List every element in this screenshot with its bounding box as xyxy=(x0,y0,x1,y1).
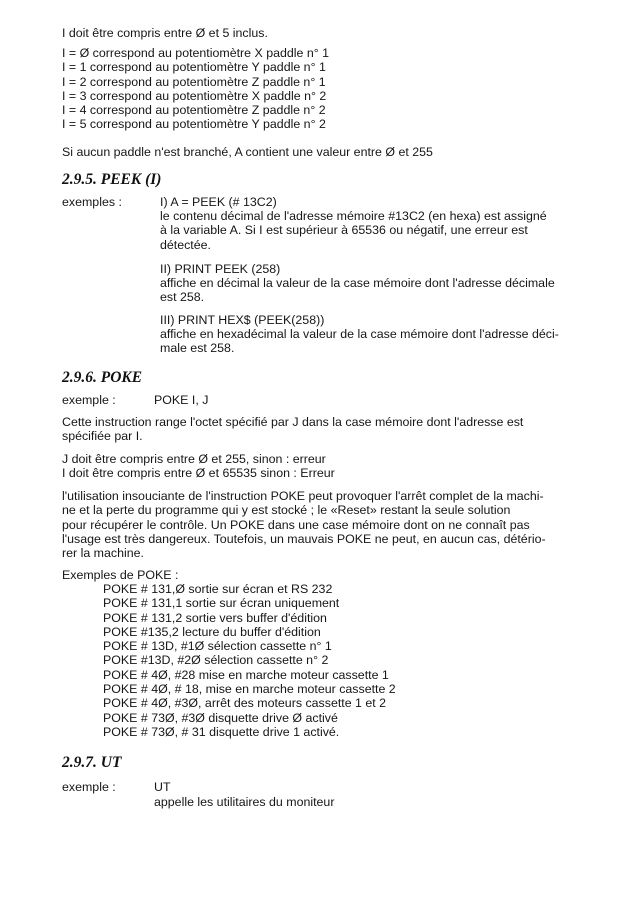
poke-examples-list xyxy=(103,582,396,739)
list-item: POKE # 4Ø, # 18, mise en marche moteur cassette 2 xyxy=(103,682,396,697)
examples-label: exemples : xyxy=(62,195,122,209)
ut-code: UT xyxy=(154,780,171,794)
list-item: POKE #135,2 lecture du buffer d'édition xyxy=(103,624,321,639)
poke-syntax: POKE I, J xyxy=(154,393,209,407)
list-item: POKE # 13D, #1Ø sélection cassette n° 1 xyxy=(103,639,332,654)
peek-example-3-code: III) PRINT HEX$ (PEEK(258)) xyxy=(160,313,325,327)
list-item: POKE #13D, #2Ø sélection cassette n° 2 xyxy=(103,653,329,668)
section-heading-peek: 2.9.5. PEEK (I) xyxy=(62,171,162,188)
list-item: POKE # 73Ø, #3Ø disquette drive Ø activé xyxy=(103,710,338,725)
poke-description: Cette instruction range l'octet spécifié par J dans la case mémoire dont l'adresse est spécifiée par I. xyxy=(62,415,524,444)
list-item: I = 1 correspond au potentiomètre Y paddle n° 1 xyxy=(62,60,326,75)
peek-example-1-desc: le contenu décimal de l'adresse mémoire #13C2 (en hexa) est assigné à la variable A. Si I est supérieur à 65536 ou négatif, une erreur est détectée. xyxy=(160,209,547,252)
list-item: POKE # 131,Ø sortie sur écran et RS 232 xyxy=(103,582,333,596)
ut-description: appelle les utilitaires du moniteur xyxy=(154,795,335,809)
peek-example-2-desc: affiche en décimal la valeur de la case mémoire dont l'adresse décimale est 258. xyxy=(160,276,555,305)
list-item: I = 4 correspond au potentiomètre Z paddle n° 2 xyxy=(62,103,326,118)
list-item: POKE # 131,2 sortie vers buffer d'édition xyxy=(103,610,327,625)
paddle-list xyxy=(62,46,329,132)
section-heading-poke: 2.9.6. POKE xyxy=(62,369,143,386)
list-item: POKE # 73Ø, # 31 disquette drive 1 activé. xyxy=(103,724,340,739)
poke-conditions: J doit être compris entre Ø et 255, sinon : erreur I doit être compris entre Ø et 65535 sinon : Erreur xyxy=(62,452,335,481)
list-item: POKE # 4Ø, #28 mise en marche moteur cassette 1 xyxy=(103,667,389,682)
peek-example-3-desc: affiche en hexadécimal la valeur de la case mémoire dont l'adresse déci- male est 258. xyxy=(160,327,559,356)
list-item: POKE # 131,1 sortie sur écran uniquement xyxy=(103,596,340,611)
intro-line: I doit être compris entre Ø et 5 inclus. xyxy=(62,26,268,40)
poke-examples-title: Exemples de POKE : xyxy=(62,568,179,582)
list-item: I = Ø correspond au potentiomètre X paddle n° 1 xyxy=(62,46,330,60)
list-item: POKE # 4Ø, #3Ø, arrêt des moteurs cassette 1 et 2 xyxy=(103,696,387,711)
paddle-note: Si aucun paddle n'est branché, A contient une valeur entre Ø et 255 xyxy=(62,145,433,159)
list-item: I = 5 correspond au potentiomètre Y paddle n° 2 xyxy=(62,117,326,132)
poke-warning: l'utilisation insouciante de l'instruction POKE peut provoquer l'arrêt complet de la machi- ne et la perte du programme qui y est stocké ; le «Reset» restant la seule solution pour récupérer le contrôle. Un POKE dans une case mémoire dont on ne connaît pas l'usage est très dangereux. Toutefois, un mauvais POKE ne peut, en aucun cas, détério- rer la machine. xyxy=(62,489,546,561)
section-heading-ut: 2.9.7. UT xyxy=(62,754,122,771)
peek-example-2-code: II) PRINT PEEK (258) xyxy=(160,262,281,276)
example-label: exemple : xyxy=(62,780,116,794)
example-label: exemple : xyxy=(62,393,116,407)
peek-example-1-code: I) A = PEEK (# 13C2) xyxy=(160,195,277,209)
list-item: I = 3 correspond au potentiomètre X paddle n° 2 xyxy=(62,88,327,103)
list-item: I = 2 correspond au potentiomètre Z paddle n° 1 xyxy=(62,74,326,89)
